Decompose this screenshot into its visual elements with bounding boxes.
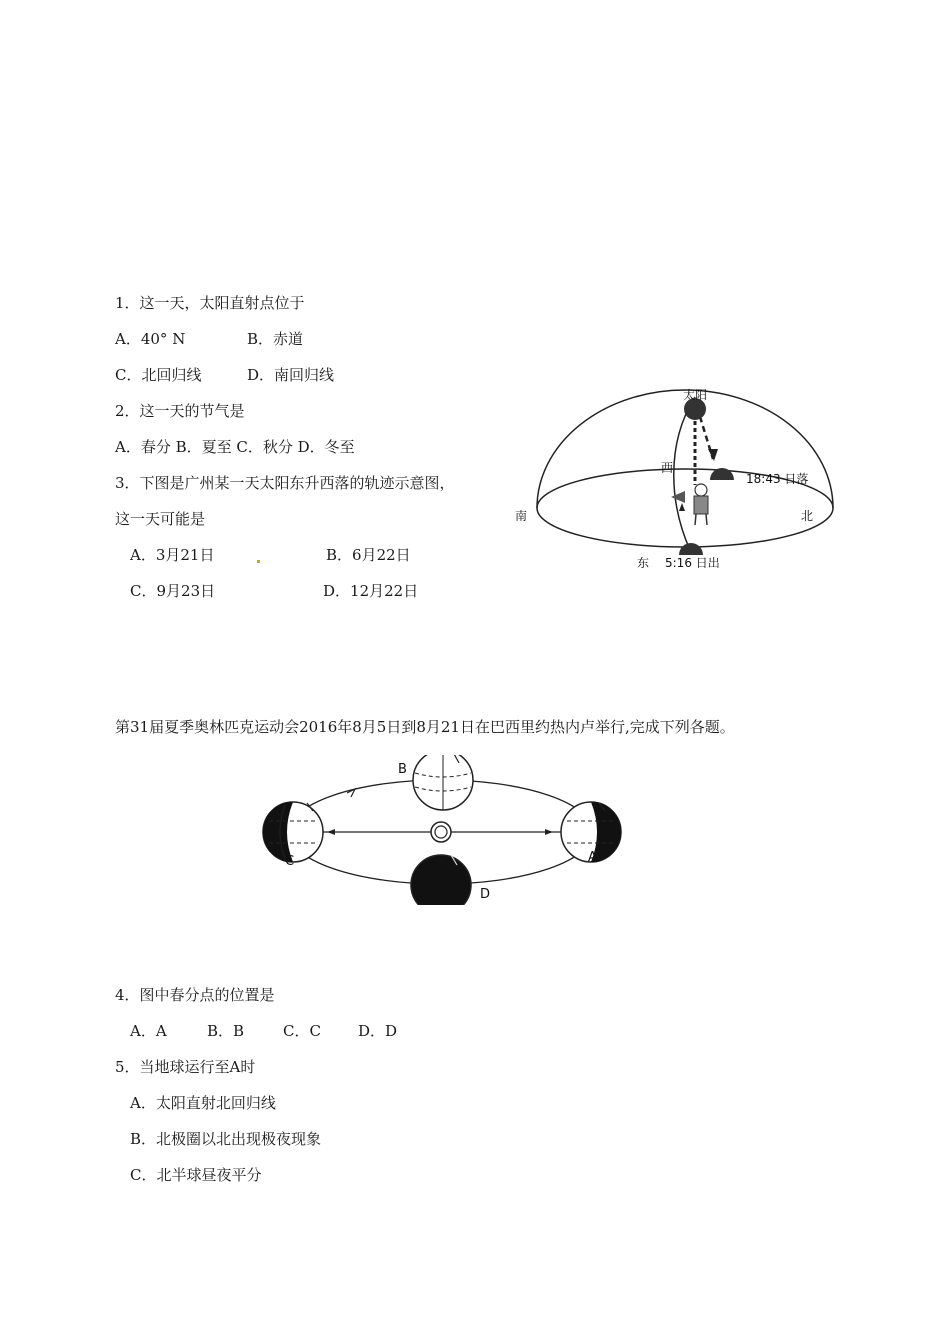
label-north: 北 — [801, 509, 814, 523]
q1-option-d: D．南回归线 — [247, 366, 335, 384]
q5-stem: 5．当地球运行至A时 — [115, 1058, 256, 1076]
q5-option-c: C．北半球昼夜平分 — [130, 1166, 262, 1184]
earth-position-c — [263, 802, 323, 862]
earth-position-d — [411, 855, 471, 905]
q4-option-c: C．C — [283, 1022, 321, 1040]
sunrise-arrow — [679, 503, 685, 511]
label-east: 东 — [637, 556, 650, 570]
q5-option-a: A．太阳直射北回归线 — [130, 1094, 276, 1112]
sunrise-sun-icon — [679, 543, 703, 555]
q4-option-a: A．A — [130, 1022, 167, 1040]
label-west: 西 — [661, 461, 674, 475]
q5-option-b: B．北极圈以北出现极夜现象 — [130, 1130, 322, 1148]
label-sun: 太阳 — [683, 388, 708, 402]
q2-options: A．春分 B．夏至 C．秋分 D．冬至 — [115, 438, 355, 456]
sunset-arrow — [708, 449, 718, 461]
label-a: A — [588, 850, 597, 865]
label-south: 南 — [515, 509, 528, 523]
label-d: D — [480, 887, 491, 902]
label-sunset: 18:43 日落 — [746, 472, 809, 486]
q4-option-d: D．D — [358, 1022, 398, 1040]
q1-stem: 1．这一天，太阳直射点位于 — [115, 294, 305, 312]
q1-option-c: C．北回归线 — [115, 366, 202, 384]
label-sunrise: 5:16 日出 — [665, 556, 720, 570]
q2-stem: 2．这一天的节气是 — [115, 402, 245, 420]
earth-position-b — [413, 755, 473, 810]
q3-option-a: A．3月21日 — [130, 546, 215, 564]
label-b: B — [398, 762, 407, 777]
q3-option-c: C．9月23日 — [130, 582, 216, 600]
earth-orbit-diagram — [255, 755, 635, 905]
q1-option-b: B．赤道 — [247, 330, 304, 348]
q4-stem: 4．图中春分点的位置是 — [115, 986, 275, 1004]
q4-option-b: B．B — [207, 1022, 245, 1040]
intro-text: 第31届夏季奥林匹克运动会2016年8月5日到8月21日在巴西里约热内卢举行,完成下列各题。 — [115, 718, 735, 736]
q3-option-d: D．12月22日 — [323, 582, 419, 600]
sun-path-arc — [674, 397, 695, 550]
stray-mark — [257, 560, 260, 563]
sun-path-diagram — [505, 385, 835, 580]
q3-stem-line1: 3．下图是广州某一天太阳东升西落的轨迹示意图， — [115, 474, 455, 492]
q3-option-b: B．6月22日 — [326, 546, 411, 564]
q1-option-a: A．40° N — [115, 330, 186, 348]
q3-stem-line2: 这一天可能是 — [115, 510, 206, 528]
label-c: C — [285, 854, 295, 869]
